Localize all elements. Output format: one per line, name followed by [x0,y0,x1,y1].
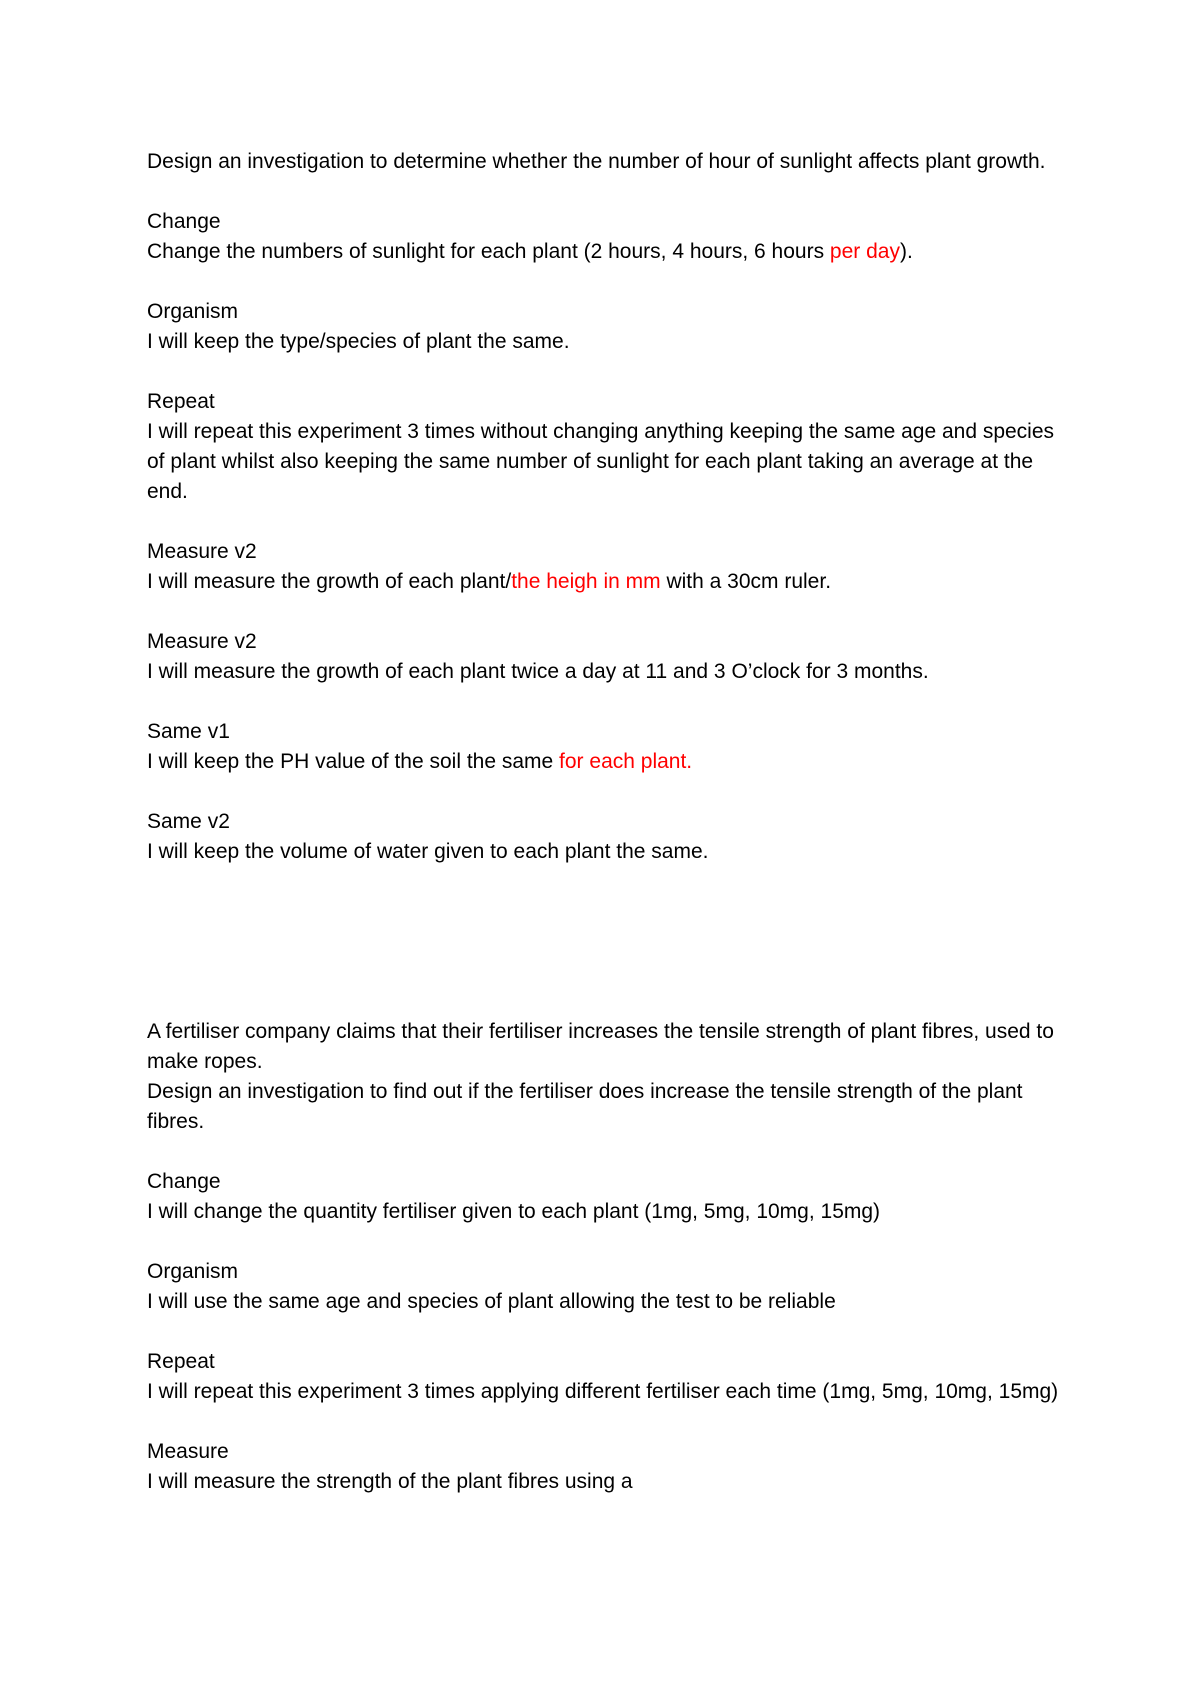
section1-prompt: Design an investigation to determine whether the number of hour of sunlight affects plant growth. [147,150,1046,173]
section1-repeat-heading: Repeat [147,390,215,413]
section1-measure2-heading: Measure v2 [147,630,257,653]
section1-organism-heading: Organism [147,300,239,323]
section1-measure2-text: I will measure the growth of each plant twice a day at 11 and 3 O’clock for 3 months. [147,660,929,683]
document-body [147,147,1077,1497]
section1-change-heading: Change [147,210,221,233]
section2-measure-text: I will measure the strength of the plant fibres using a [147,1470,633,1493]
section1-same2-heading: Same v2 [147,810,230,833]
section1-change-text [147,237,1077,267]
section2-change-heading: Change [147,1170,221,1193]
section1-same2-text: I will keep the volume of water given to each plant the same. [147,840,709,863]
section1-repeat-text: I will repeat this experiment 3 times without changing anything keeping the same age and species of plant whilst also keeping the same number of sunlight for each plant taking an average at the end. [147,420,1055,503]
section1-same1-text-red: for each plant. [559,750,693,773]
section2-measure-heading: Measure [147,1440,229,1463]
section2-prompt-a: A fertiliser company claims that their fertiliser increases the tensile strength of plant fibres, used to make ropes. [147,1020,1054,1073]
section2-change-text: I will change the quantity fertiliser given to each plant (1mg, 5mg, 10mg, 15mg) [147,1200,881,1223]
section1-same1-heading: Same v1 [147,720,230,743]
section2-prompt-b: Design an investigation to find out if the fertiliser does increase the tensile strength of the plant fibres. [147,1080,1023,1133]
section1-same1-text-a: I will keep the PH value of the soil the same [147,750,560,773]
section1-measure1-heading: Measure v2 [147,540,257,563]
section1-change-text-b: ). [899,240,913,263]
section1-measure1-text-a: I will measure the growth of each plant/ [147,570,512,593]
section1-measure1-text-b: with a 30cm ruler. [660,570,832,593]
section1-same1-text [147,747,1077,777]
section1-organism-text: I will keep the type/species of plant the same. [147,330,570,353]
section2-repeat-text: I will repeat this experiment 3 times applying different fertiliser each time (1mg, 5mg, 10mg, 15mg) [147,1380,1059,1403]
section1-change-text-red: per day [829,240,900,263]
section2-repeat-heading: Repeat [147,1350,215,1373]
section2-organism-heading: Organism [147,1260,239,1283]
section1-measure1-text-red: the heigh in mm [511,570,661,593]
section2-organism-text: I will use the same age and species of plant allowing the test to be reliable [147,1290,836,1313]
section1-change-text-a: Change the numbers of sunlight for each plant (2 hours, 4 hours, 6 hours [147,240,830,263]
section1-measure1-text [147,567,1077,597]
